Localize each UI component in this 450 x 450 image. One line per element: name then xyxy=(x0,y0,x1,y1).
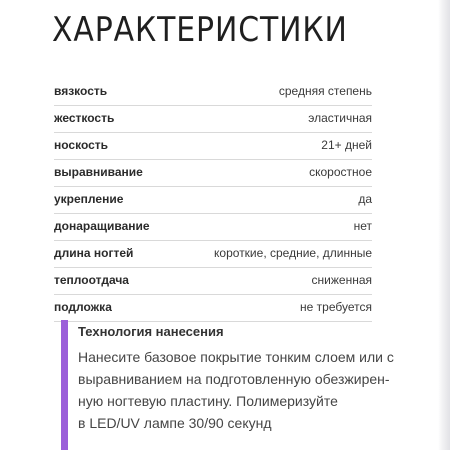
spec-label: укрепление xyxy=(54,192,124,206)
spec-value: эластичная xyxy=(308,111,372,125)
page-title: ХАРАКТЕРИСТИКИ xyxy=(52,10,348,50)
spec-value: да xyxy=(358,192,372,206)
spec-value: средняя степень xyxy=(278,84,372,98)
spec-row-heat-release xyxy=(54,268,372,295)
spec-row-leveling xyxy=(54,160,372,187)
spec-label: вязкость xyxy=(54,84,108,98)
spec-label: донаращивание xyxy=(54,219,150,233)
spec-value: 21+ дней xyxy=(321,138,372,152)
spec-row-wear xyxy=(54,133,372,160)
spec-value: не требуется xyxy=(300,300,372,314)
spec-label: длина ногтей xyxy=(54,246,134,260)
technology-section xyxy=(61,320,394,450)
spec-label: теплоотдача xyxy=(54,273,129,287)
spec-row-viscosity xyxy=(54,79,372,106)
spec-value: сниженная xyxy=(311,273,372,287)
spec-label: жесткость xyxy=(54,111,115,125)
spec-value: короткие, средние, длинные xyxy=(214,246,372,260)
spec-row-nail-length xyxy=(54,241,372,268)
technology-title: Технология нанесения xyxy=(78,324,224,339)
spec-value: нет xyxy=(353,219,372,233)
specs-table xyxy=(54,79,372,322)
spec-row-strengthening xyxy=(54,187,372,214)
spec-value: скоростное xyxy=(309,165,372,179)
page-edge-shadow xyxy=(438,0,450,450)
spec-label: выравнивание xyxy=(54,165,143,179)
spec-label: подложка xyxy=(54,300,112,314)
spec-row-primer xyxy=(54,295,372,322)
technology-text: Нанесите базовое покрытие тонким слоем или с выравниванием на подготовленную обезжирен- ную ногтевую пластину. Полимеризуйте в LED/UV лампе 30/90 секунд xyxy=(78,349,394,431)
spec-label: носкость xyxy=(54,138,109,152)
spec-row-extension xyxy=(54,214,372,241)
spec-row-hardness xyxy=(54,106,372,133)
